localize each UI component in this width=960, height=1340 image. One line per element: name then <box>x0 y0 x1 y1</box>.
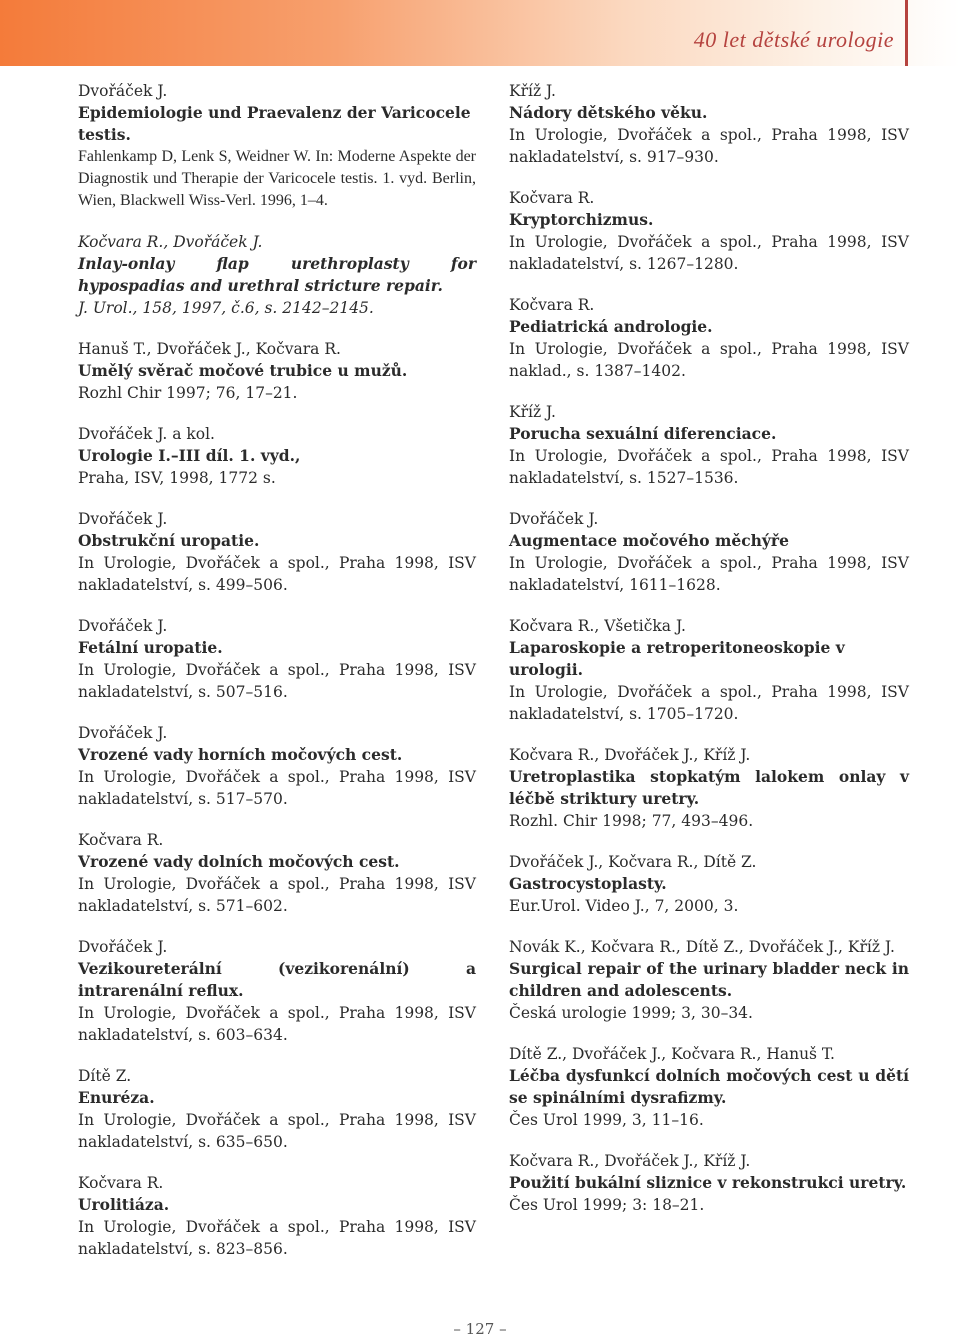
reference-item <box>509 936 909 1024</box>
reference-authors: Dvořáček J. <box>78 82 168 100</box>
reference-item <box>509 1043 909 1131</box>
reference-authors: Dvořáček J. a kol. <box>78 425 215 443</box>
reference-item <box>509 401 909 489</box>
reference-source: Fahlenkamp D, Lenk S, Weidner W. In: Moderne Aspekte der Diagnostik und Therapie der Varicocele testis. 1. vyd. Berlin, Wien, Blackwell Wiss-Verl. 1996, 1–4. <box>78 148 476 209</box>
reference-item <box>78 80 476 212</box>
reference-item <box>78 936 476 1046</box>
reference-item <box>509 1150 909 1216</box>
reference-authors: Hanuš T., Dvořáček J., Kočvara R. <box>78 340 341 358</box>
reference-authors: Dvořáček J. <box>78 938 168 956</box>
reference-authors: Kočvara R. <box>509 189 595 207</box>
reference-item <box>509 294 909 382</box>
reference-source: In Urologie, Dvořáček a spol., Praha 1998, ISV nakladatelství, s. 917–930. <box>509 126 909 166</box>
reference-item <box>78 508 476 596</box>
reference-item <box>78 231 476 319</box>
reference-source: In Urologie, Dvořáček a spol., Praha 1998, ISV nakladatelství, s. 1705–1720. <box>509 683 909 723</box>
reference-source: Praha, ISV, 1998, 1772 s. <box>78 469 276 487</box>
reference-source: In Urologie, Dvořáček a spol., Praha 1998, ISV nakladatelství, 1611–1628. <box>509 554 909 594</box>
reference-item <box>509 80 909 168</box>
reference-authors: Kočvara R. <box>78 831 164 849</box>
reference-item <box>509 508 909 596</box>
reference-source: In Urologie, Dvořáček a spol., Praha 1998, ISV nakladatelství, s. 603–634. <box>78 1004 476 1044</box>
reference-title: Umělý svěrač močové trubice u mužů. <box>78 361 408 380</box>
reference-title: Nádory dětského věku. <box>509 103 708 122</box>
reference-title: Pediatrická andrologie. <box>509 317 713 336</box>
reference-title: Inlay-onlay flap urethroplasty for hypospadias and urethral stricture repair. <box>78 254 476 295</box>
reference-title: Vrozené vady horních močových cest. <box>78 745 403 764</box>
reference-source: In Urologie, Dvořáček a spol., Praha 1998, ISV naklad., s. 1387–1402. <box>509 340 909 380</box>
reference-title: Laparoskopie a retroperitoneoskopie v urologii. <box>509 638 845 679</box>
reference-source: Čes Urol 1999; 3: 18–21. <box>509 1196 705 1214</box>
reference-title: Enuréza. <box>78 1088 155 1107</box>
reference-item <box>78 423 476 489</box>
reference-item <box>78 722 476 810</box>
reference-source: In Urologie, Dvořáček a spol., Praha 1998, ISV nakladatelství, s. 635–650. <box>78 1111 476 1151</box>
reference-source: Čes Urol 1999, 3, 11–16. <box>509 1111 704 1129</box>
reference-item <box>78 1065 476 1153</box>
reference-title: Uretroplastika stopkatým lalokem onlay v léčbě striktury uretry. <box>509 767 909 808</box>
reference-title: Obstrukční uropatie. <box>78 531 260 550</box>
reference-authors: Kočvara R., Dvořáček J. <box>78 233 263 251</box>
right-column <box>509 80 909 1235</box>
reference-item <box>509 851 909 917</box>
reference-source: In Urologie, Dvořáček a spol., Praha 1998, ISV nakladatelství, s. 499–506. <box>78 554 476 594</box>
reference-source: In Urologie, Dvořáček a spol., Praha 1998, ISV nakladatelství, s. 1267–1280. <box>509 233 909 273</box>
reference-source: In Urologie, Dvořáček a spol., Praha 1998, ISV nakladatelství, s. 1527–1536. <box>509 447 909 487</box>
header-title: 40 let dětské urologie <box>693 27 894 52</box>
left-column <box>78 80 476 1279</box>
reference-authors: Kočvara R. <box>509 296 595 314</box>
reference-source: Rozhl Chir 1997; 76, 17–21. <box>78 384 298 402</box>
reference-title: Fetální uropatie. <box>78 638 223 657</box>
reference-authors: Kočvara R. <box>78 1174 164 1192</box>
reference-item <box>78 338 476 404</box>
reference-authors: Novák K., Kočvara R., Dítě Z., Dvořáček J., Kříž J. <box>509 938 895 956</box>
header-rule <box>905 0 908 66</box>
page-number: – 127 – <box>453 1320 507 1338</box>
reference-item <box>509 615 909 725</box>
reference-authors: Dvořáček J. <box>78 724 168 742</box>
reference-title: Epidemiologie und Praevalenz der Varicocele testis. <box>78 103 471 144</box>
reference-authors: Kočvara R., Všetička J. <box>509 617 686 635</box>
reference-source: In Urologie, Dvořáček a spol., Praha 1998, ISV nakladatelství, s. 823–856. <box>78 1218 476 1258</box>
reference-item <box>509 187 909 275</box>
reference-title: Surgical repair of the urinary bladder neck in children and adolescents. <box>509 959 909 1000</box>
reference-authors: Kříž J. <box>509 82 556 100</box>
reference-item <box>78 829 476 917</box>
page-header <box>0 0 960 66</box>
reference-item <box>78 1172 476 1260</box>
reference-source: Česká urologie 1999; 3, 30–34. <box>509 1004 753 1022</box>
reference-source: Rozhl. Chir 1998; 77, 493–496. <box>509 812 754 830</box>
reference-source: In Urologie, Dvořáček a spol., Praha 1998, ISV nakladatelství, s. 571–602. <box>78 875 476 915</box>
reference-source: In Urologie, Dvořáček a spol., Praha 1998, ISV nakladatelství, s. 517–570. <box>78 768 476 808</box>
reference-authors: Dvořáček J. <box>78 510 168 528</box>
reference-item <box>509 744 909 832</box>
reference-authors: Kočvara R., Dvořáček J., Kříž J. <box>509 746 751 764</box>
reference-source: Eur.Urol. Video J., 7, 2000, 3. <box>509 897 739 915</box>
reference-source: J. Urol., 158, 1997, č.6, s. 2142–2145. <box>78 299 374 317</box>
reference-authors: Kříž J. <box>509 403 556 421</box>
reference-title: Urologie I.–III díl. 1. vyd., <box>78 446 301 465</box>
reference-authors: Dítě Z., Dvořáček J., Kočvara R., Hanuš T. <box>509 1045 835 1063</box>
reference-authors: Dvořáček J. <box>78 617 168 635</box>
reference-source: In Urologie, Dvořáček a spol., Praha 1998, ISV nakladatelství, s. 507–516. <box>78 661 476 701</box>
reference-title: Kryptorchizmus. <box>509 210 654 229</box>
reference-title: Léčba dysfunkcí dolních močových cest u dětí se spinálními dysrafizmy. <box>509 1066 909 1107</box>
reference-title: Urolitiáza. <box>78 1195 170 1214</box>
reference-authors: Dítě Z. <box>78 1067 132 1085</box>
reference-item <box>78 615 476 703</box>
reference-title: Vrozené vady dolních močových cest. <box>78 852 400 871</box>
reference-authors: Dvořáček J., Kočvara R., Dítě Z. <box>509 853 757 871</box>
reference-title: Porucha sexuální diferenciace. <box>509 424 777 443</box>
reference-title: Použití bukální sliznice v rekonstrukci uretry. <box>509 1173 907 1192</box>
reference-title: Augmentace močového měchýře <box>509 531 789 550</box>
reference-title: Gastrocystoplasty. <box>509 874 667 893</box>
reference-title: Vezikoureterální (vezikorenální) a intrarenální reflux. <box>78 959 476 1000</box>
reference-authors: Kočvara R., Dvořáček J., Kříž J. <box>509 1152 751 1170</box>
reference-authors: Dvořáček J. <box>509 510 599 528</box>
